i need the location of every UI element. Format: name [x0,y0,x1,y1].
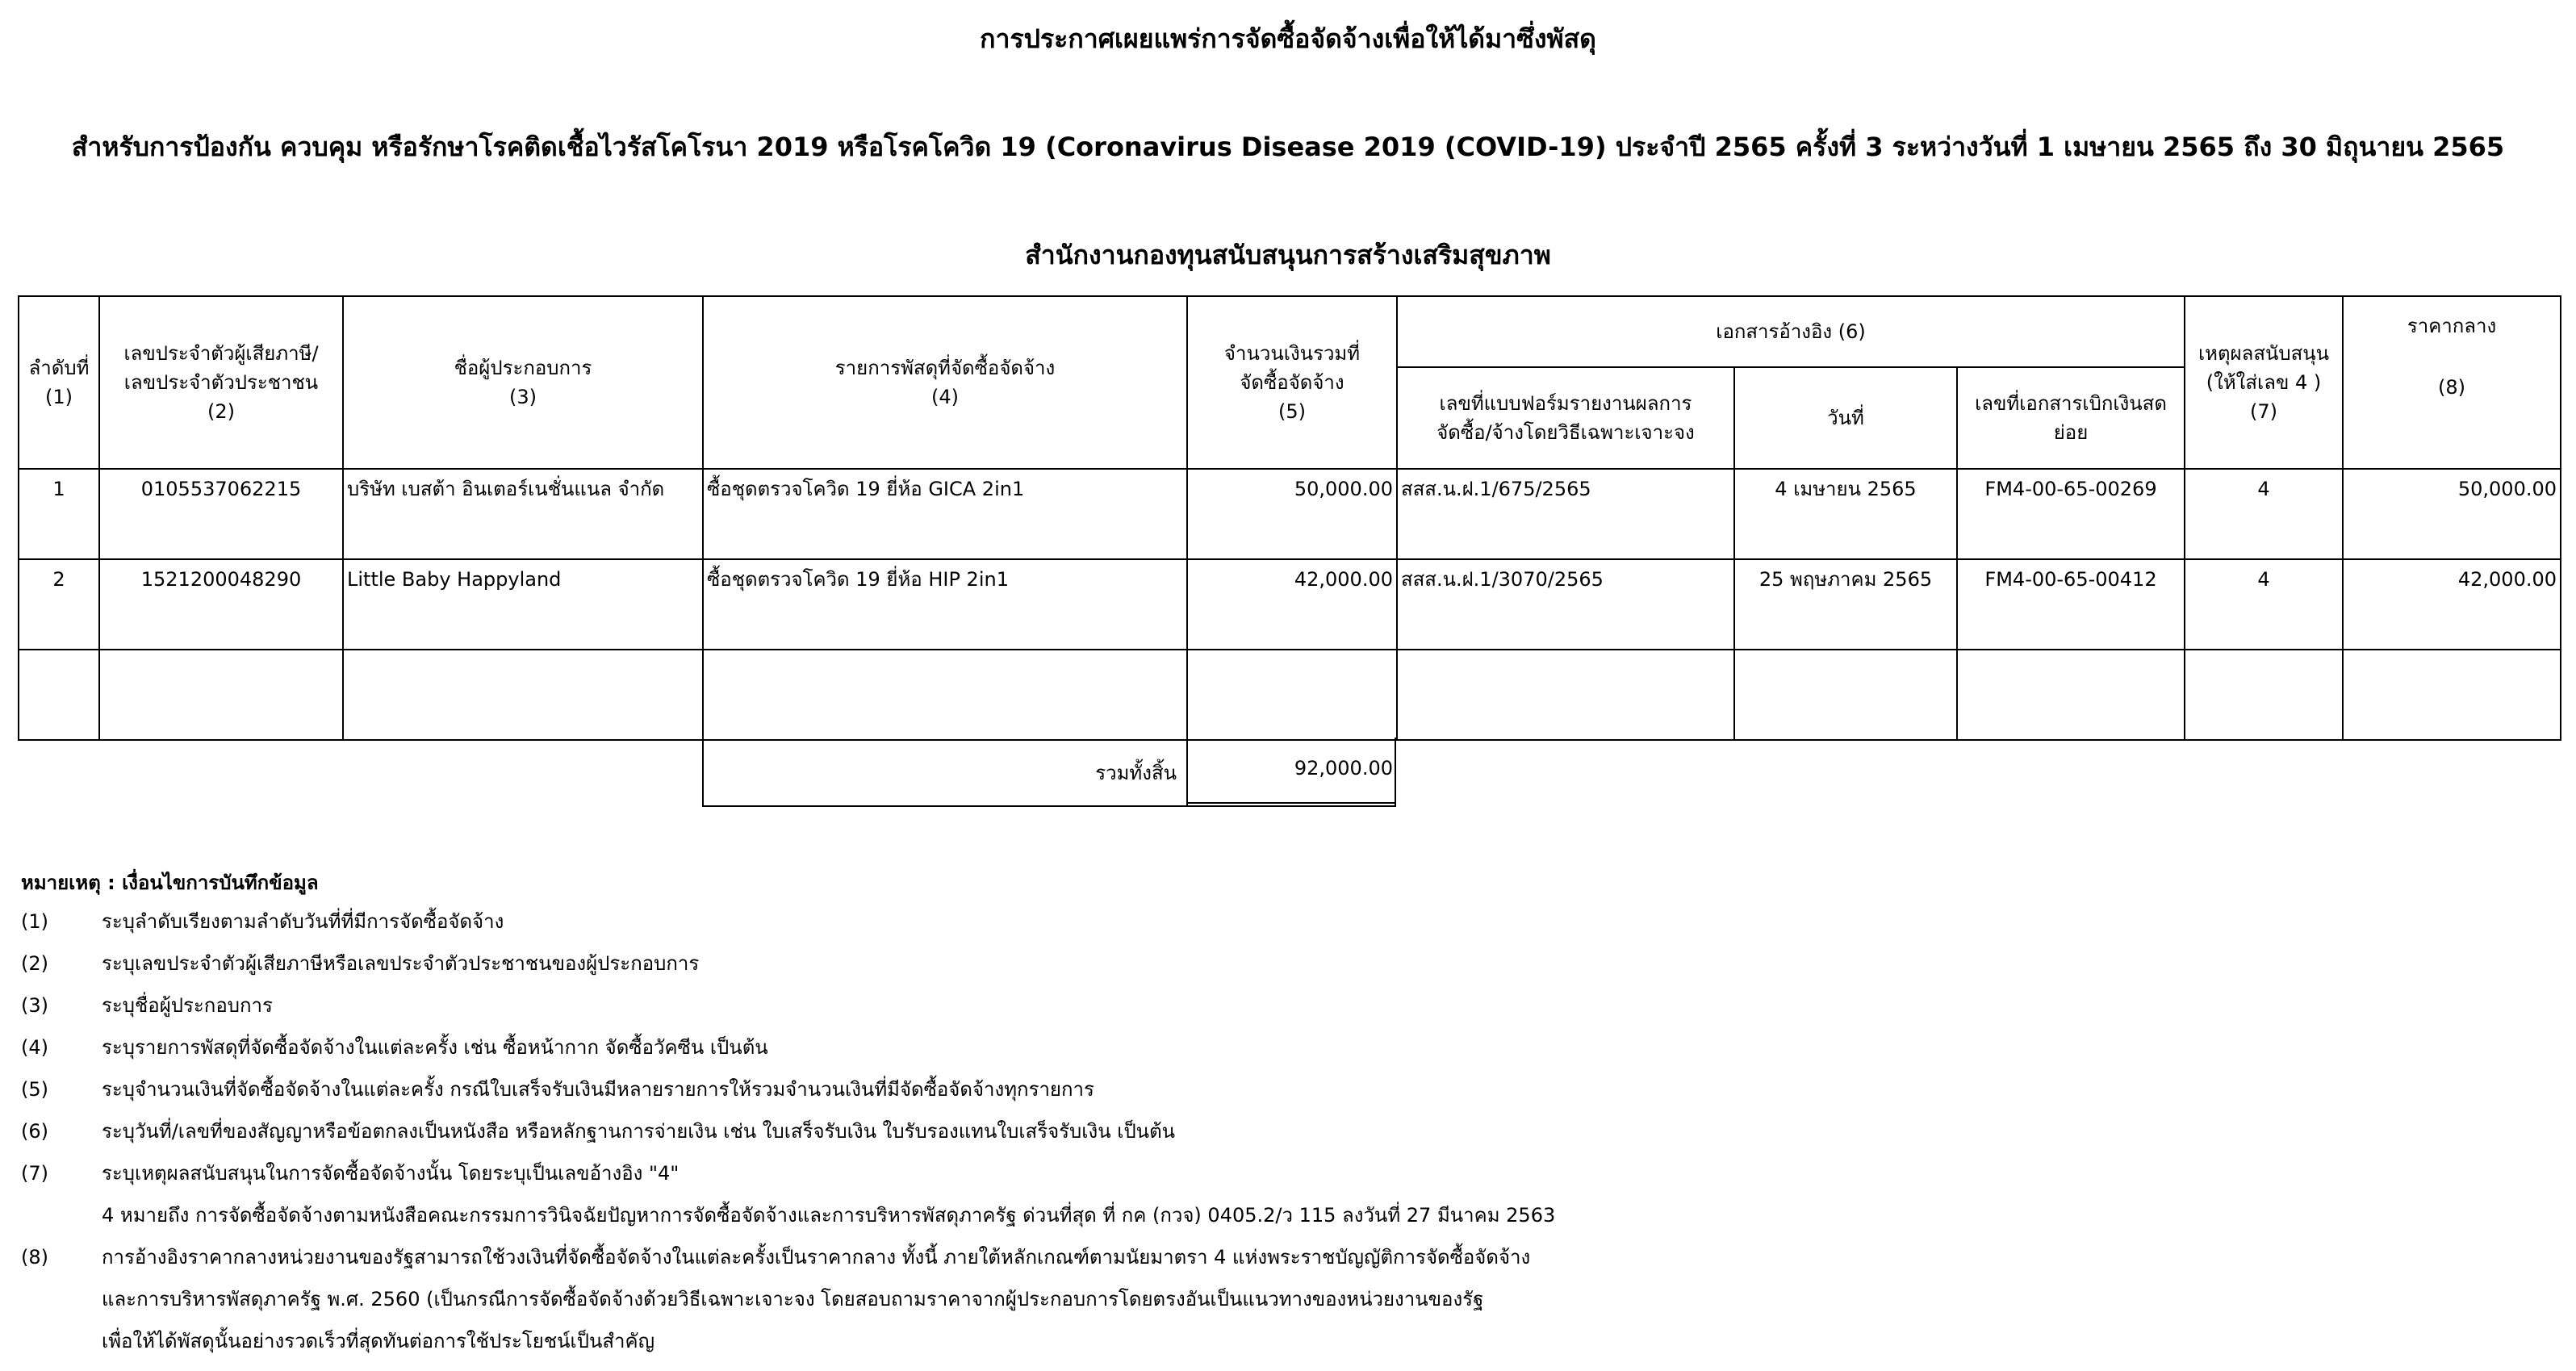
table-row [19,559,2561,650]
note-text: ระบุรายการพัสดุที่จัดซื้อจัดจ้างในแต่ละครั้ง เช่น ซื้อหน้ากาก จัดซื้อวัคซีน เป็นต้น [102,1036,768,1059]
note-number: (2) [21,952,48,975]
cell-amount: 50,000.00 [1187,469,1397,559]
header-col-vendor: ชื่อผู้ประกอบการ (3) [343,296,703,469]
note-item [21,1152,1555,1194]
note-item [21,984,1555,1026]
header-col-item: รายการพัสดุที่จัดซื้อจัดจ้าง (4) [703,296,1187,469]
cell-reason: 4 [2185,559,2343,650]
header-row [19,296,2561,367]
note-item [21,943,1555,984]
cell-vendor: บริษัท เบสต้า อินเตอร์เนชั่นแนล จำกัด [343,469,703,559]
cell-median-price: 42,000.00 [2343,559,2561,650]
note-number: (6) [21,1120,48,1143]
cell-empty [2343,650,2561,740]
note-number: (8) [21,1246,48,1269]
notes-section [21,865,1555,1362]
note-text: ระบุวันที่/เลขที่ของสัญญาหรือข้อตกลงเป็นหนังสือ หรือหลักฐานการจ่ายเงิน เช่น ใบเสร็จรับเงิน ใบรับรองแทนใบเสร็จรับเงิน เป็นต้น [102,1120,1176,1143]
cell-reason: 4 [2185,469,2343,559]
note-text: การอ้างอิงราคากลางหน่วยงานของรัฐสามารถใช้วงเงินที่จัดซื้อจัดจ้างในแต่ละครั้งเป็นราคากลาง ทั้งนี้ ภายใต้หลักเกณฑ์ตามนัยมาตรา 4 แห่งพระราชบัญญัติการจัดซื้อจัดจ้าง [102,1246,1531,1269]
note-item [21,901,1555,943]
cell-no: 2 [19,559,99,650]
cell-date: 4 เมษายน 2565 [1734,469,1957,559]
note-text: 4 หมายถึง การจัดซื้อจัดจ้างตามหนังสือคณะกรรมการวินิจฉัยปัญหาการจัดซื้อจัดจ้างและการบริหารพัสดุภาครัฐ ด่วนที่สุด ที่ กค (กวจ) 0405.2/ว 115 ลงวันที่ 27 มีนาคม 2563 [102,1204,1556,1227]
note-text: ระบุเหตุผลสนับสนุนในการจัดซื้อจัดจ้างนั้น โดยระบุเป็นเลขอ้างอิง "4" [102,1162,680,1185]
note-number: (5) [21,1078,48,1101]
note-number [21,1194,102,1236]
cell-item: ซื้อชุดตรวจโควิด 19 ยี่ห้อ HIP 2in1 [703,559,1187,650]
cell-amount: 42,000.00 [1187,559,1397,650]
note-text: ระบุลำดับเรียงตามลำดับวันที่ที่มีการจัดซื้อจัดจ้าง [102,910,504,933]
note-number: (4) [21,1036,48,1059]
header-col-tax-id: เลขประจำตัวผู้เสียภาษี/ เลขประจำตัวประชาชน (2) [99,296,343,469]
note-item [21,1194,1555,1236]
note-number: (3) [21,994,48,1017]
cell-empty [19,650,99,740]
cell-doc-no: FM4-00-65-00269 [1957,469,2185,559]
note-number [21,1320,102,1362]
cell-median-price: 50,000.00 [2343,469,2561,559]
note-text: ระบุเลขประจำตัวผู้เสียภาษีหรือเลขประจำตัวประชาชนของผู้ประกอบการ [102,952,700,975]
note-item [21,1236,1555,1278]
header-col-amount: จำนวนเงินรวมที่ จัดซื้อจัดจ้าง (5) [1187,296,1397,469]
procurement-table [18,295,2561,741]
cell-empty [1187,650,1397,740]
cell-empty [2185,650,2343,740]
cell-form-no: สสส.น.ฝ.1/3070/2565 [1397,559,1734,650]
cell-form-no: สสส.น.ฝ.1/675/2565 [1397,469,1734,559]
cell-tax-id: 1521200048290 [99,559,343,650]
note-item [21,1320,1555,1362]
total-label: รวมทั้งสิ้น [1095,762,1177,784]
note-text: ระบุจำนวนเงินที่จัดซื้อจัดจ้างในแต่ละครั้ง กรณีใบเสร็จรับเงินมีหลายรายการให้รวมจำนวนเงินที่มีจัดซื้อจัดจ้างทุกรายการ [102,1078,1094,1101]
note-number [21,1278,102,1320]
header-col-reason: เหตุผลสนับสนุน (ให้ใส่เลข 4 ) (7) [2185,296,2343,469]
cell-doc-no: FM4-00-65-00412 [1957,559,2185,650]
note-text: และการบริหารพัสดุภาครัฐ พ.ศ. 2560 (เป็นกรณีการจัดซื้อจัดจ้างด้วยวิธีเฉพาะเจาะจง โดยสอบถามราคาจากผู้ประกอบการโดยตรงอันเป็นแนวทางของหน่วยงานของรัฐ [102,1288,1484,1310]
notes-title: หมายเหตุ : เงื่อนไขการบันทึกข้อมูล [21,872,319,894]
cell-empty [1734,650,1957,740]
cell-empty [99,650,343,740]
total-double-underline [1186,802,1396,804]
cell-empty [703,650,1187,740]
note-item [21,1110,1555,1152]
agency-name: สำนักงานกองทุนสนับสนุนการสร้างเสริมสุขภาพ [1025,240,1551,270]
note-number: (1) [21,910,48,933]
cell-vendor: Little Baby Happyland [343,559,703,650]
cell-date: 25 พฤษภาคม 2565 [1734,559,1957,650]
note-text: ระบุชื่อผู้ประกอบการ [102,994,273,1017]
table-row-empty [19,650,2561,740]
cell-item: ซื้อชุดตรวจโควิด 19 ยี่ห้อ GICA 2in1 [703,469,1187,559]
note-item [21,1278,1555,1320]
table-row [19,469,2561,559]
document-subtitle: สำหรับการป้องกัน ควบคุม หรือรักษาโรคติดเชื้อไวรัสโคโรนา 2019 หรือโรคโควิด 19 (Coronavirus Disease 2019 (COVID-19) ประจำปี 2565 ครั้งที่ 3 ระหว่างวันที่ 1 เมษายน 2565 ถึง 30 มิถุนายน 2565 [71,132,2505,162]
header-group-reference-docs: เอกสารอ้างอิง (6) [1397,296,2185,367]
total-divider [1186,738,1188,807]
cell-empty [343,650,703,740]
note-item [21,1026,1555,1068]
cell-tax-id: 0105537062215 [99,469,343,559]
header-col-doc-no: เลขที่เอกสารเบิกเงินสด ย่อย [1957,367,2185,469]
cell-empty [1397,650,1734,740]
cell-no: 1 [19,469,99,559]
header-col-no: ลำดับที่ (1) [19,296,99,469]
document-title: การประกาศเผยแพร่การจัดซื้อจัดจ้างเพื่อให้ได้มาซึ่งพัสดุ [980,23,1596,54]
total-value: 92,000.00 [1294,757,1393,780]
note-text: เพื่อให้ได้พัสดุนั้นอย่างรวดเร็วที่สุดทันต่อการใช้ประโยชน์เป็นสำคัญ [102,1330,655,1352]
header-col-form-no: เลขที่แบบฟอร์มรายงานผลการ จัดซื้อ/จ้างโดยวิธีเฉพาะเจาะจง [1397,367,1734,469]
note-item [21,1068,1555,1110]
note-number: (7) [21,1162,48,1185]
header-col-median-price: ราคากลาง (8) [2343,296,2561,469]
header-col-date: วันที่ [1734,367,1957,469]
cell-empty [1957,650,2185,740]
